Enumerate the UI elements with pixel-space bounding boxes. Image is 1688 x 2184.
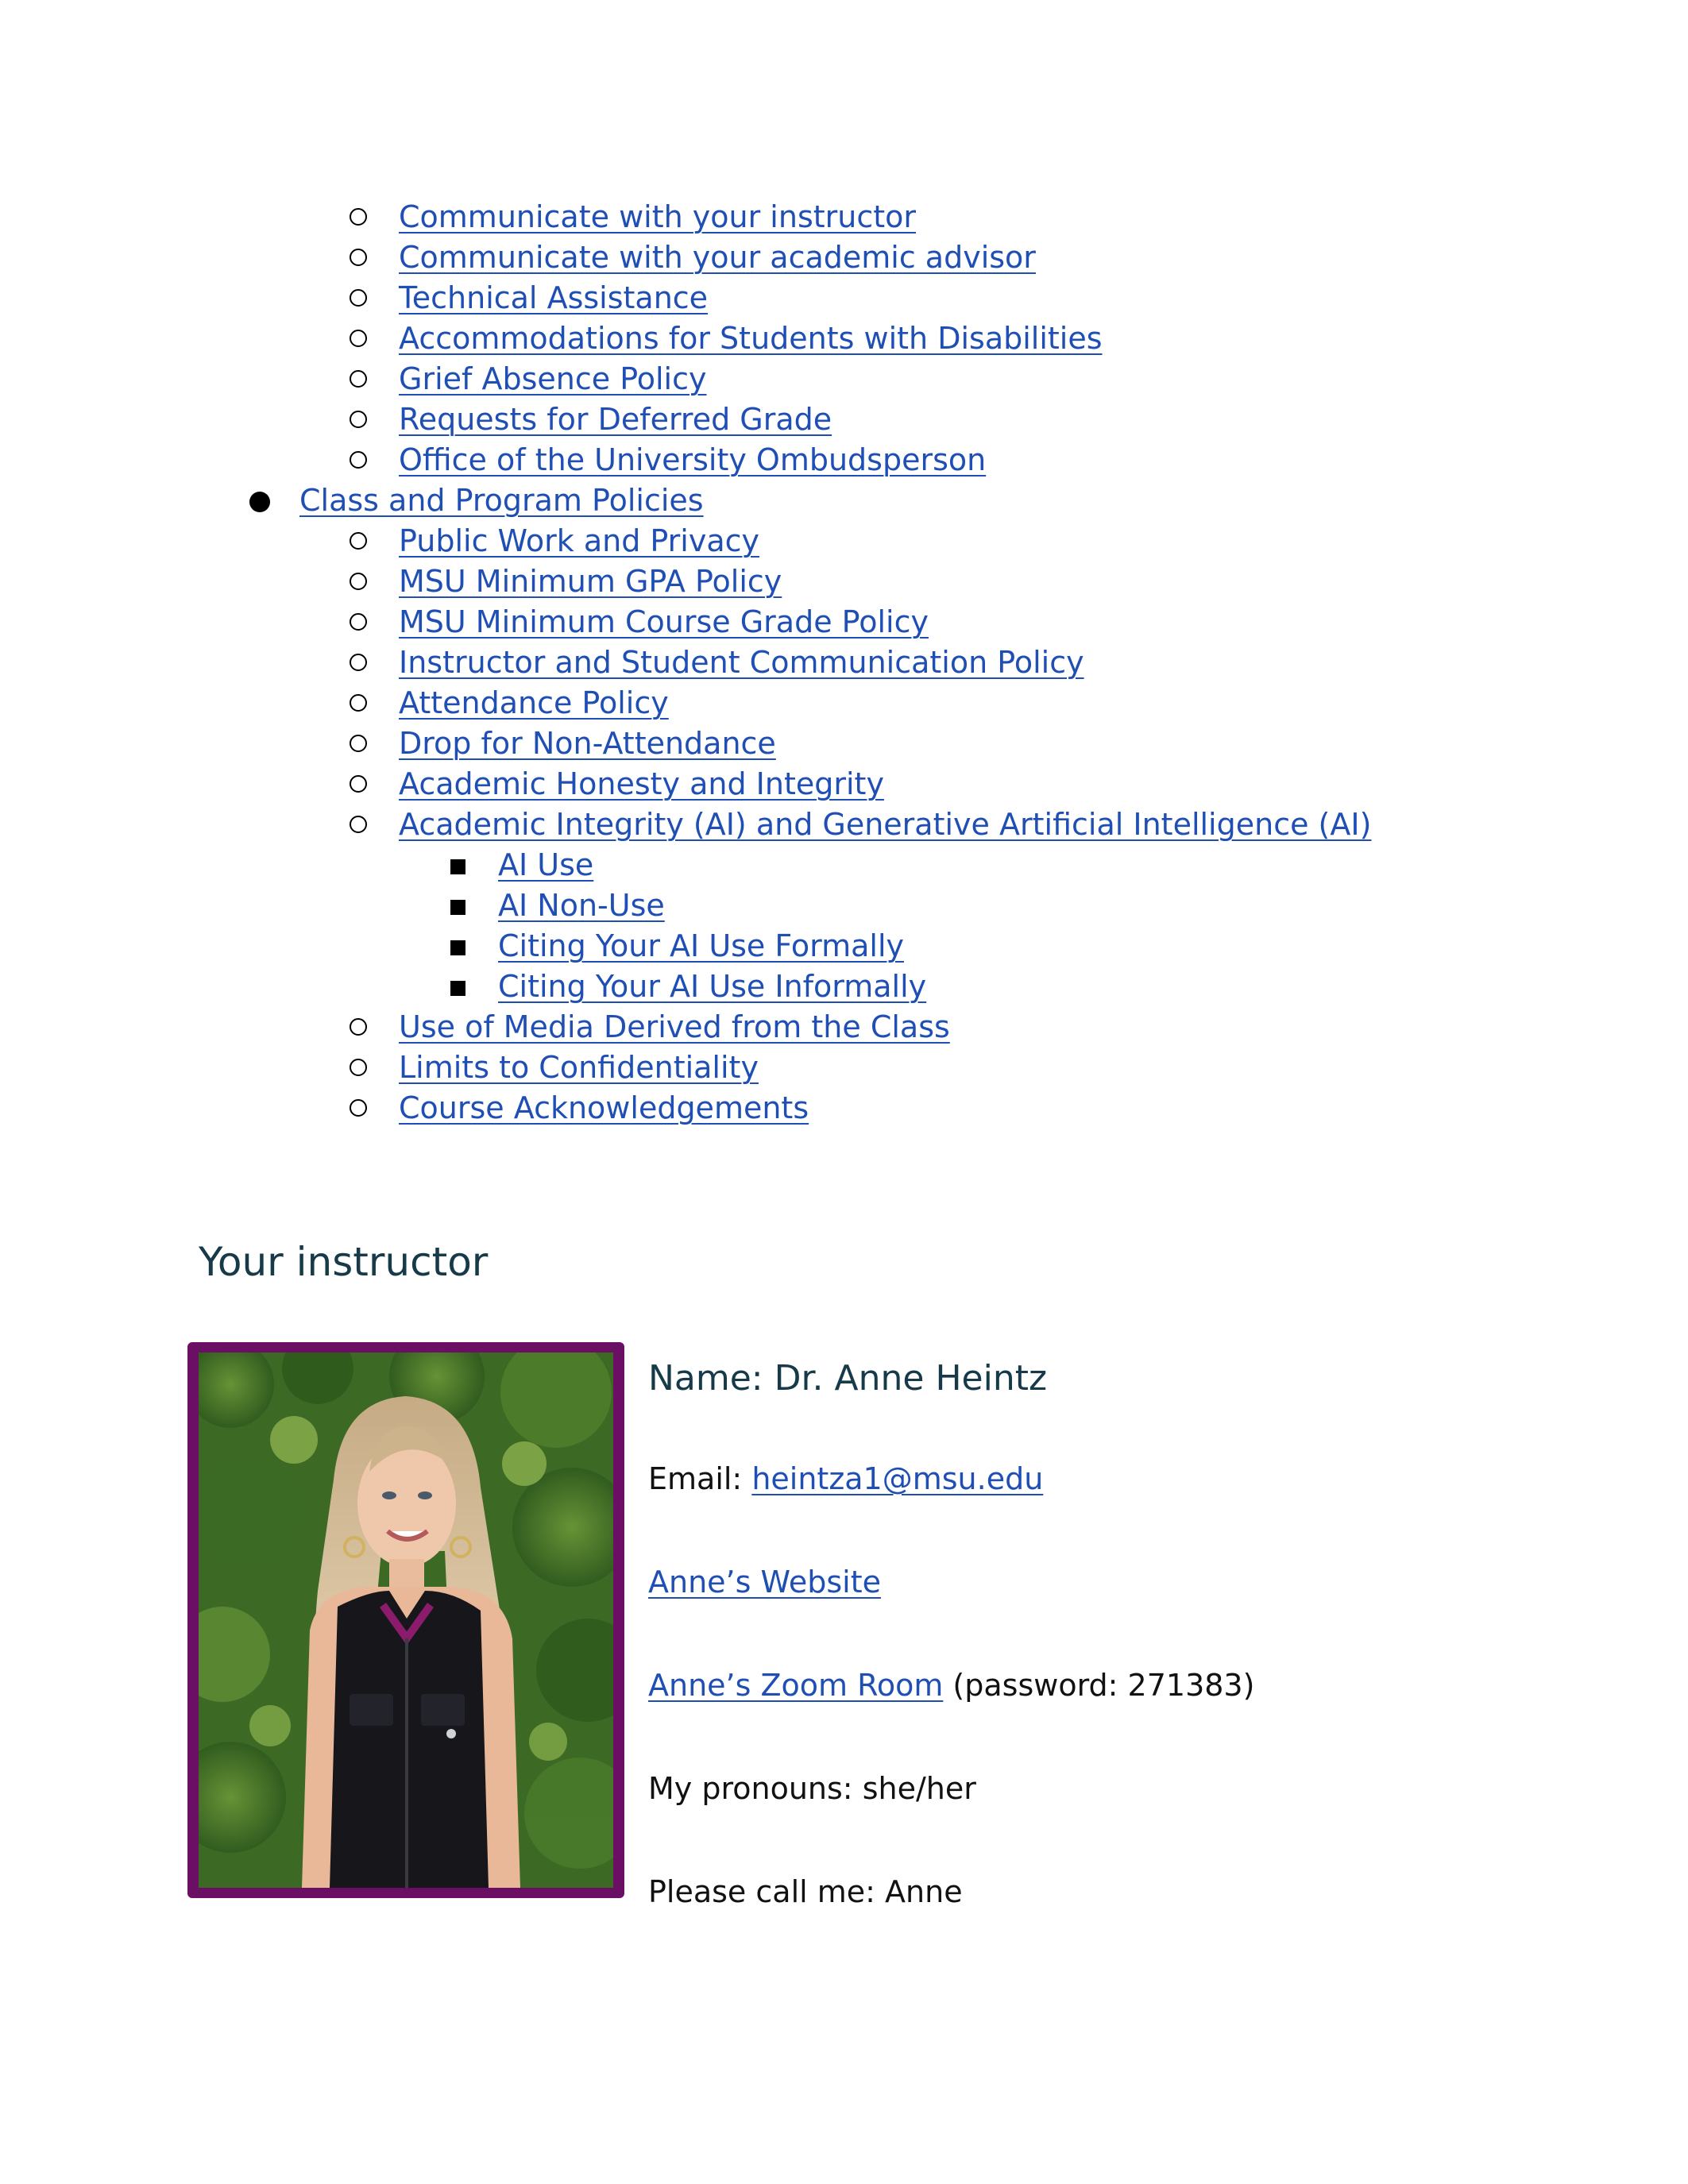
toc-item — [0, 197, 1688, 237]
hollow-bullet-icon — [350, 532, 367, 550]
toc-link-ombudsperson[interactable]: Office of the University Ombudsperson — [399, 442, 987, 477]
toc-link-citing-formally[interactable]: Citing Your AI Use Formally — [498, 928, 904, 963]
toc-item — [0, 642, 1688, 683]
filled-bullet-icon — [249, 492, 270, 512]
hollow-bullet-icon — [350, 735, 367, 752]
toc-link-accommodations[interactable]: Accommodations for Students with Disabilities — [399, 321, 1103, 356]
toc-link-technical-assistance[interactable]: Technical Assistance — [399, 280, 709, 315]
toc-link-ai-non-use[interactable]: AI Non-Use — [498, 888, 665, 923]
hollow-bullet-icon — [350, 1059, 367, 1076]
hollow-bullet-icon — [350, 816, 367, 833]
toc-item — [0, 1088, 1688, 1129]
toc-link-public-work[interactable]: Public Work and Privacy — [399, 523, 759, 558]
toc-item — [0, 359, 1688, 399]
toc-item — [0, 845, 1688, 886]
instructor-website-line — [648, 1565, 881, 1599]
toc-item — [0, 967, 1688, 1007]
toc-link-citing-informally[interactable]: Citing Your AI Use Informally — [498, 969, 927, 1004]
instructor-zoom-link[interactable]: Anne’s Zoom Room — [648, 1668, 944, 1703]
toc-link-communicate-instructor[interactable]: Communicate with your instructor — [399, 199, 917, 234]
toc-item — [0, 237, 1688, 278]
hollow-bullet-icon — [350, 289, 367, 307]
hollow-bullet-icon — [350, 330, 367, 347]
toc-item — [0, 440, 1688, 480]
square-bullet-icon — [450, 981, 465, 996]
zoom-password: (password: 271383) — [943, 1668, 1255, 1703]
toc-link-ai-use[interactable]: AI Use — [498, 847, 594, 882]
instructor-call-me: Please call me: Anne — [648, 1874, 963, 1909]
toc-item — [0, 318, 1688, 359]
toc-link-communicate-advisor[interactable]: Communicate with your academic advisor — [399, 240, 1036, 275]
hollow-bullet-icon — [350, 613, 367, 631]
square-bullet-icon — [450, 900, 465, 915]
toc-item — [0, 521, 1688, 561]
instructor-photo — [199, 1352, 613, 1888]
toc-link-course-acknowledgements[interactable]: Course Acknowledgements — [399, 1090, 809, 1125]
hollow-bullet-icon — [350, 370, 367, 388]
toc-item — [0, 561, 1688, 602]
hollow-bullet-icon — [350, 1018, 367, 1036]
hollow-bullet-icon — [350, 1099, 367, 1117]
toc-item — [0, 1007, 1688, 1048]
toc-link-min-gpa[interactable]: MSU Minimum GPA Policy — [399, 564, 782, 599]
instructor-photo-frame — [187, 1342, 624, 1898]
section-heading: Your instructor — [199, 1239, 489, 1285]
hollow-bullet-icon — [350, 694, 367, 712]
toc-item — [0, 886, 1688, 926]
toc-link-academic-honesty[interactable]: Academic Honesty and Integrity — [399, 766, 884, 801]
toc-item — [0, 723, 1688, 764]
toc-item — [0, 764, 1688, 805]
toc-item — [0, 399, 1688, 440]
toc-link-deferred-grade[interactable]: Requests for Deferred Grade — [399, 402, 832, 437]
instructor-name: Name: Dr. Anne Heintz — [648, 1358, 1048, 1399]
toc-item — [0, 602, 1688, 642]
email-label: Email: — [648, 1461, 752, 1496]
toc-link-class-program-policies[interactable]: Class and Program Policies — [299, 483, 704, 518]
toc-item — [0, 805, 1688, 845]
toc-link-grief-absence[interactable]: Grief Absence Policy — [399, 361, 707, 396]
instructor-email-link[interactable]: heintza1@msu.edu — [751, 1461, 1044, 1496]
hollow-bullet-icon — [350, 411, 367, 428]
toc-link-communication-policy[interactable]: Instructor and Student Communication Policy — [399, 645, 1084, 680]
toc-item — [0, 683, 1688, 723]
hollow-bullet-icon — [350, 573, 367, 590]
hollow-bullet-icon — [350, 654, 367, 671]
square-bullet-icon — [450, 940, 465, 955]
instructor-pronouns: My pronouns: she/her — [648, 1771, 976, 1806]
toc-link-ai-integrity[interactable]: Academic Integrity (AI) and Generative Artificial Intelligence (AI) — [399, 807, 1372, 842]
instructor-email-line — [648, 1461, 1043, 1496]
instructor-website-link[interactable]: Anne’s Website — [648, 1565, 881, 1599]
toc-link-attendance[interactable]: Attendance Policy — [399, 685, 669, 720]
toc-item — [0, 926, 1688, 967]
toc-item — [0, 1048, 1688, 1088]
toc-item — [0, 278, 1688, 318]
hollow-bullet-icon — [350, 249, 367, 266]
square-bullet-icon — [450, 859, 465, 874]
toc-link-drop-non-attendance[interactable]: Drop for Non-Attendance — [399, 726, 776, 761]
hollow-bullet-icon — [350, 775, 367, 793]
toc-link-use-of-media[interactable]: Use of Media Derived from the Class — [399, 1009, 950, 1044]
toc-link-limits-confidentiality[interactable]: Limits to Confidentiality — [399, 1050, 759, 1085]
table-of-contents — [0, 197, 1688, 1129]
toc-link-min-course-grade[interactable]: MSU Minimum Course Grade Policy — [399, 604, 929, 639]
hollow-bullet-icon — [350, 451, 367, 469]
hollow-bullet-icon — [350, 208, 367, 226]
toc-item — [0, 480, 1688, 521]
instructor-zoom-line — [648, 1668, 1254, 1703]
